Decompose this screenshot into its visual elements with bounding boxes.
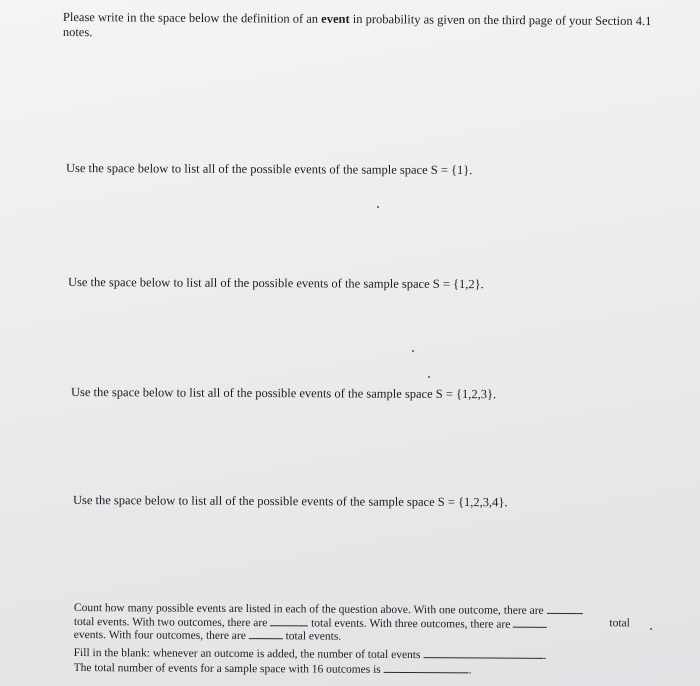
question-sample-space-3: Use the space below to list all of the possible events of the sample space S = {1,2,3}. (70, 385, 497, 402)
fill-blank-text: Fill in the blank: whenever an outcome is added, the number of total events (73, 646, 421, 661)
question-sample-space-2: Use the space below to list all of the possible events of the sample space S = {1,2}. (67, 275, 484, 292)
total-16-text: The total number of events for a sample space with 16 outcomes is (73, 662, 381, 677)
answer-blank-two-outcomes[interactable] (270, 615, 308, 626)
total-16-line: The total number of events for a sample space with 16 outcomes is . (73, 662, 472, 677)
pencil-dot (428, 376, 430, 378)
answer-blank-16-outcomes[interactable] (384, 662, 469, 674)
intro-text-start: Please write in the space below the definition of an (62, 10, 322, 26)
count-four-outcomes-text: events. With four outcomes, there are (73, 629, 246, 643)
pencil-dot (412, 350, 414, 352)
answer-blank-pattern[interactable] (423, 647, 543, 659)
intro-instruction (63, 10, 668, 44)
pencil-dot (377, 206, 379, 208)
count-total-events-text: total events. (285, 630, 342, 643)
count-two-outcomes-text: total events. With two outcomes, there are (73, 615, 268, 629)
pencil-dot (650, 628, 652, 630)
fill-blank-line: Fill in the blank: whenever an outcome is added, the number of total events . (73, 646, 547, 662)
count-line-3 (74, 627, 644, 644)
intro-text-end: in probability as given on the third page of your Section 4.1 notes. (62, 12, 652, 40)
count-instruction: Count how many possible events are listed in each of the question above. With one outcome, there are (73, 601, 544, 617)
question-sample-space-1: Use the space below to list all of the possible events of the sample space S = {1}. (65, 161, 473, 178)
count-events-section (74, 600, 644, 677)
count-total-word: total (609, 616, 630, 629)
answer-blank-three-outcomes[interactable] (513, 616, 547, 627)
answer-blank-four-outcomes[interactable] (249, 628, 283, 639)
count-three-outcomes-text: total events. With three outcomes, there are (311, 617, 511, 631)
answer-blank-one-outcome[interactable] (547, 603, 583, 614)
intro-bold-term: event (321, 11, 350, 27)
question-sample-space-4: Use the space below to list all of the possible events of the sample space S = {1,2,3,4}. (72, 493, 508, 510)
